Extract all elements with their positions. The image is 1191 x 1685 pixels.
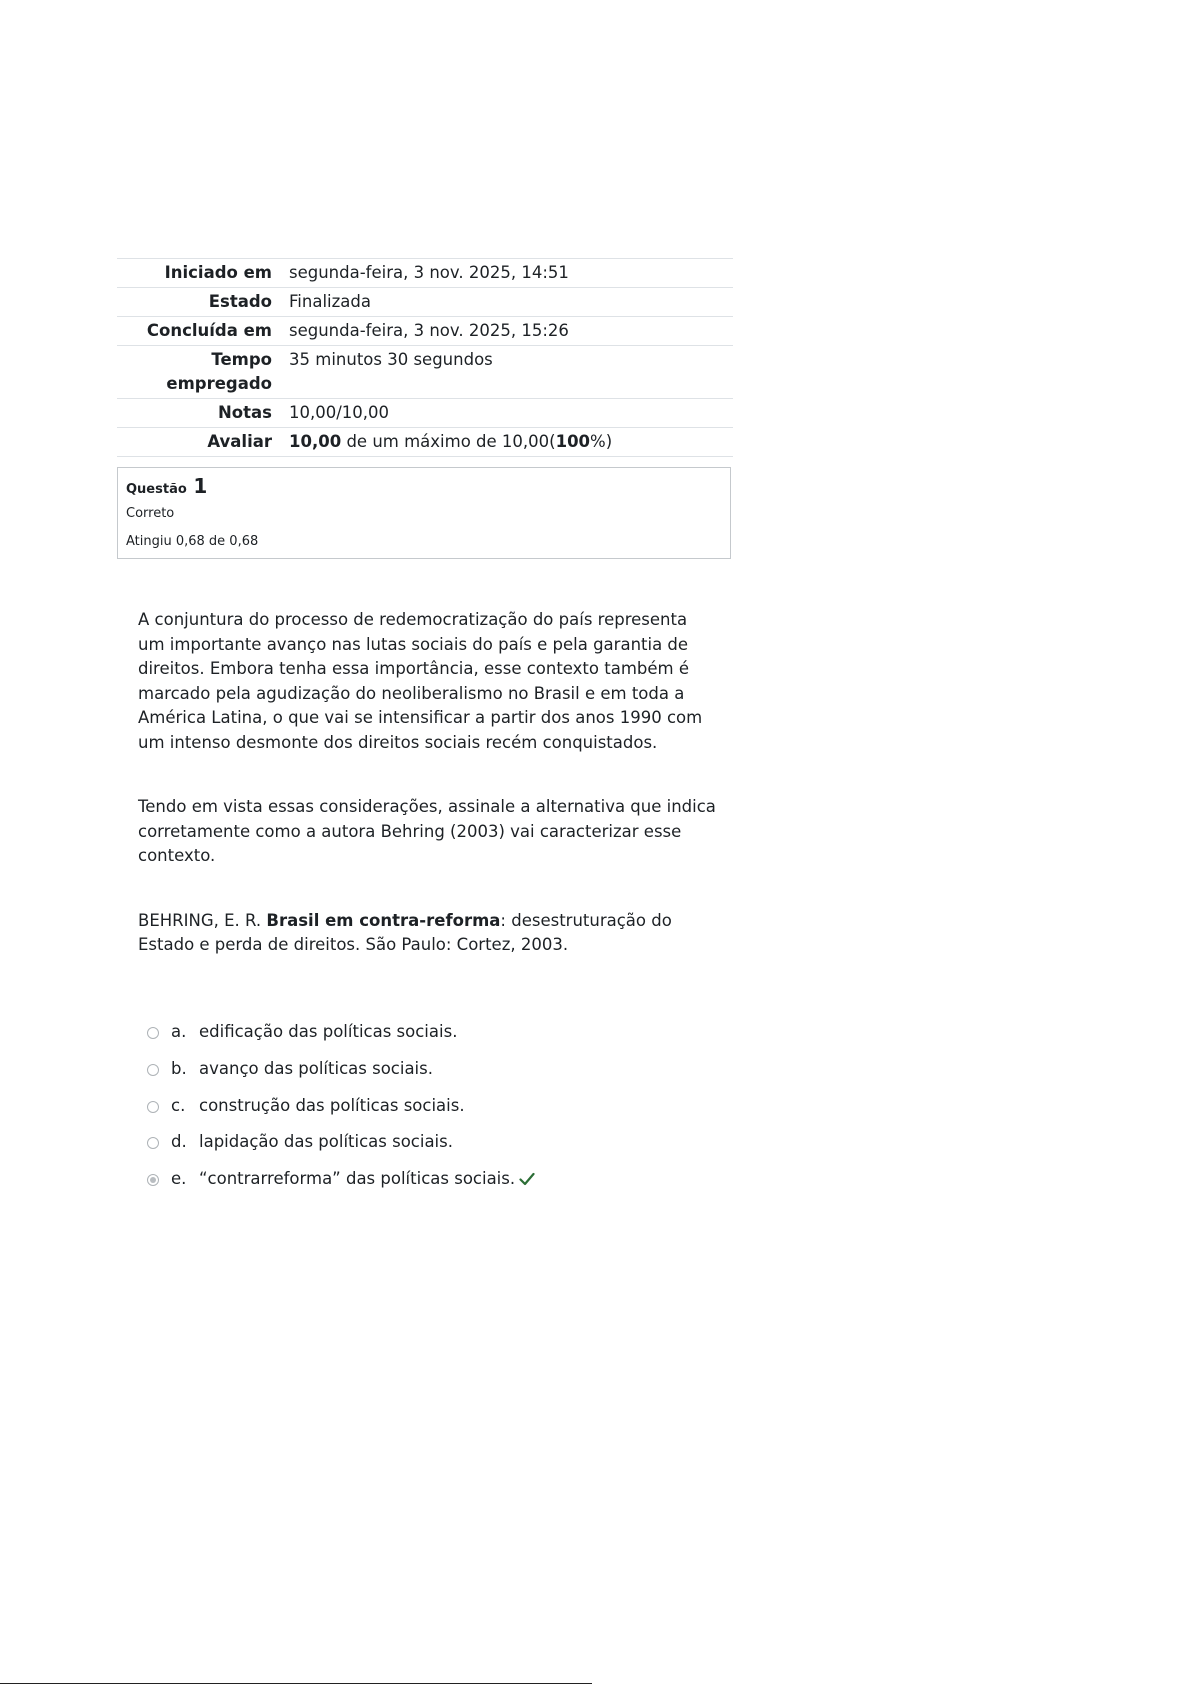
answer-option-d[interactable] — [147, 1130, 707, 1167]
answer-text: avanço das políticas sociais. — [199, 1058, 433, 1078]
summary-value-time-taken: 35 minutos 30 segundos — [289, 350, 493, 369]
summary-value-completed: segunda-feira, 3 nov. 2025, 15:26 — [289, 321, 569, 340]
attempt-summary-table — [117, 258, 733, 457]
question-info-box — [117, 467, 731, 559]
answer-text-correct — [199, 1167, 535, 1193]
check-icon — [519, 1169, 535, 1193]
summary-value-started: segunda-feira, 3 nov. 2025, 14:51 — [289, 263, 569, 282]
question-title — [126, 474, 207, 498]
radio-a[interactable] — [147, 1027, 159, 1039]
summary-value-state: Finalizada — [289, 292, 371, 311]
answer-option-a[interactable] — [147, 1020, 707, 1057]
summary-row-started — [117, 259, 733, 288]
question-title-prefix: Questão — [126, 482, 187, 497]
summary-label-time-taken: Tempo empregado — [166, 350, 272, 393]
summary-label-started: Iniciado em — [164, 263, 272, 282]
reference-author: BEHRING, E. R. — [138, 910, 267, 930]
answer-text: “contrarreforma” das políticas sociais. — [199, 1169, 516, 1189]
grade-score: 10,00 — [289, 432, 342, 451]
question-paragraph-1: A conjuntura do processo de redemocratização do país representa um importante avanço nas lutas sociais do país e pela garantia de direitos. Embora tenha essa importância, esse contexto também é marcado pela agudização do neoliberalismo no Brasil e em toda a América Latina, o que vai se intensificar a partir dos anos 1990 com um intenso desmonte dos direitos sociais recém conquistados. — [138, 610, 703, 752]
answer-text: construção das políticas sociais. — [199, 1095, 465, 1115]
answer-option-b[interactable] — [147, 1057, 707, 1094]
question-grade: Atingiu 0,68 de 0,68 — [126, 534, 259, 549]
radio-c[interactable] — [147, 1101, 159, 1113]
summary-row-time-taken — [117, 346, 733, 399]
grade-percent-close: %) — [590, 432, 613, 451]
question-text — [138, 608, 718, 958]
question-paragraph-2: Tendo em vista essas considerações, assinale a alternativa que indica corretamente como a autora Behring (2003) vai caracterizar esse contexto. — [138, 797, 716, 865]
question-number: 1 — [193, 474, 208, 498]
answer-option-c[interactable] — [147, 1094, 707, 1131]
answer-letter: a. — [171, 1022, 187, 1041]
reference-rest: : desestruturação do Estado e perda de direitos. São Paulo: Cortez, 2003. — [138, 910, 672, 954]
summary-row-state — [117, 288, 733, 317]
radio-d[interactable] — [147, 1137, 159, 1149]
radio-e-selected[interactable] — [147, 1174, 159, 1186]
reference-title: Brasil em contra-reforma — [266, 910, 501, 930]
answer-options — [147, 1020, 707, 1204]
summary-label-grade: Avaliar — [207, 432, 272, 451]
summary-row-completed — [117, 317, 733, 346]
answer-text: edificação das políticas sociais. — [199, 1022, 458, 1041]
summary-row-marks — [117, 399, 733, 428]
question-state: Correto — [126, 506, 175, 521]
radio-b[interactable] — [147, 1064, 159, 1076]
summary-label-state: Estado — [208, 292, 272, 311]
answer-option-e[interactable] — [147, 1167, 707, 1204]
page-footer-rule — [0, 1683, 592, 1684]
answer-text: lapidação das políticas sociais. — [199, 1132, 453, 1152]
answer-letter: e. — [171, 1169, 187, 1189]
grade-percent: 100 — [555, 432, 591, 451]
summary-label-marks: Notas — [218, 403, 272, 422]
answer-letter: d. — [171, 1132, 187, 1152]
summary-value-marks: 10,00/10,00 — [289, 403, 390, 422]
question-reference — [138, 909, 718, 958]
summary-row-grade — [117, 428, 733, 457]
answer-letter: c. — [171, 1095, 186, 1115]
summary-value-grade — [289, 428, 733, 457]
answer-letter: b. — [171, 1058, 187, 1078]
summary-label-completed: Concluída em — [146, 321, 272, 340]
grade-max-text: de um máximo de 10,00( — [341, 432, 556, 451]
